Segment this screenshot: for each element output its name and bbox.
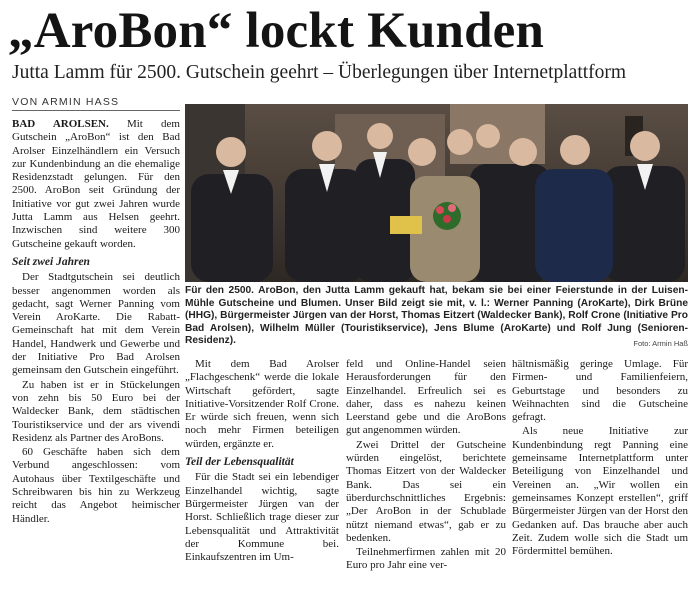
article-column-1 [12, 118, 180, 527]
byline: VON ARMIN HASS [12, 96, 120, 108]
lead-text: Mit dem Gutschein „AroBon“ ist den Bad Arolser Einzelhändlern ein Versuch zur Kundenbindung an die ehemalige Residenzstadt gelungen. Für den 2500. AroBon seit Gründung der Initiative vor gut zwei Jahren wurde Jutta Lamm aus Helsen geehrt. Inzwischen sind weitere 300 Gutscheine gekauft worden. [12, 118, 180, 250]
article-column-3 [346, 358, 506, 574]
paragraph: Zwei Drittel der Gutscheine würden eingelöst, berichtete Thomas Eitzert von der Waldecker Bank. Das sei ein überdurchschnittliches Ergebnis: „Der AroBon in der Schublade nützt niemand etwas“, gab er zu bedenken. [346, 438, 506, 544]
article-column-2 [185, 358, 339, 565]
paragraph: 60 Geschäfte haben sich dem Verbund angeschlossen: vom Autohaus über Textilgeschäfte und Schreibwaren bis hin zu Werkzeug reicht das Angebot heimischer Händler. [12, 446, 180, 525]
subheading-teil-der-lebensqualitaet: Teil der Lebensqualität [185, 456, 294, 469]
photo-credit: Foto: Armin Haß [633, 339, 688, 348]
paragraph: Für die Stadt sei ein lebendiger Einzelhandel wichtig, sagte Bürgermeister Jürgen van der Horst. Schließlich trage dieser zur Lebensqualität und Attraktivität der Kommune bei. Einkaufszentren im Um- [185, 471, 339, 564]
paragraph: Teilnehmerfirmen zahlen mit 20 Euro pro Jahr eine ver- [346, 546, 506, 572]
subheading-seit-zwei-jahren: Seit zwei Jahren [12, 255, 90, 268]
paragraph: Als neue Initiative zur Kundenbindung regt Panning eine gemeinsame Internetplattform unter Beteiligung von Einzelhandel und Vereinen an. „Wir wollen ein gemeinsames Konzept erstellen“, griff Bürgermeister Jürgen van der Horst den Gedanken auf. Das brauche aber auch Zeit. Zudem wolle sich die Stadt um Fördermittel bemühen. [512, 425, 688, 558]
article-column-4 [512, 358, 688, 559]
subheadline: Jutta Lamm für 2500. Gutschein geehrt – Überlegungen über Internetplattform [12, 62, 627, 83]
dateline: BAD AROLSEN. [12, 118, 109, 130]
paragraph: feld und Online-Handel seien Herausforderungen für den Einzelhandel. Erfreulich sei es daher, dass es nahezu keinen Leerstand gebe und die AroBons gut angenommen würden. [346, 358, 506, 437]
paragraph: hältnismäßig geringe Umlage. Für Firmen- und Familienfeiern, Geburtstage und besonders zu Weihnachten sind die Gutscheine gefragt. [512, 358, 688, 424]
lead-paragraph [12, 118, 180, 251]
group-photo [185, 104, 688, 282]
paragraph: Der Stadtgutschein sei deutlich besser angenommen worden als gedacht, sagt Werner Panning vom Verein AroKarte. Die Rabatt-Gemeinschaft hat mit dem Verein Handel, Handwerk und Gewerbe und der Initiative Pro Bad Arolsen gemeinsam den Gutschein eingeführt. [12, 271, 180, 377]
photo-caption: Für den 2500. AroBon, den Jutta Lamm gekauft hat, bekam sie bei einer Feierstunde in der Luisen-Mühle Gutscheine und Blumen. Unser Bild zeigt sie mit, v. l.: Werner Panning (AroKarte), Dirk Brüne (HHG), Bürgermeister Jürgen van der Horst, Thomas Eitzert (Waldecker Bank), Rolf Crone (Initiative Pro Bad Arolsen), Wilhelm Müller (Touristikservice), Jens Blume (AroKarte) und Rolf Jung (Senioren-Residenz). [185, 285, 688, 347]
byline-rule [12, 110, 180, 111]
paragraph: Mit dem Bad Arolser „Flachgeschenk“ werde die lokale Wirtschaft gefördert, sagte Initiative-Vorsitzender Rolf Crone. Er würde sich freuen, wenn sich noch mehr Firmen beteiligen würden, ergänzte er. [185, 358, 339, 450]
paragraph: Zu haben ist er in Stückelungen von zehn bis 50 Euro bei der Waldecker Bank, dem städtischen Touristikservice und der ars vivendi Residenz als Partner des AroBons. [12, 378, 180, 444]
headline: „AroBon“ lockt Kunden [8, 3, 545, 59]
